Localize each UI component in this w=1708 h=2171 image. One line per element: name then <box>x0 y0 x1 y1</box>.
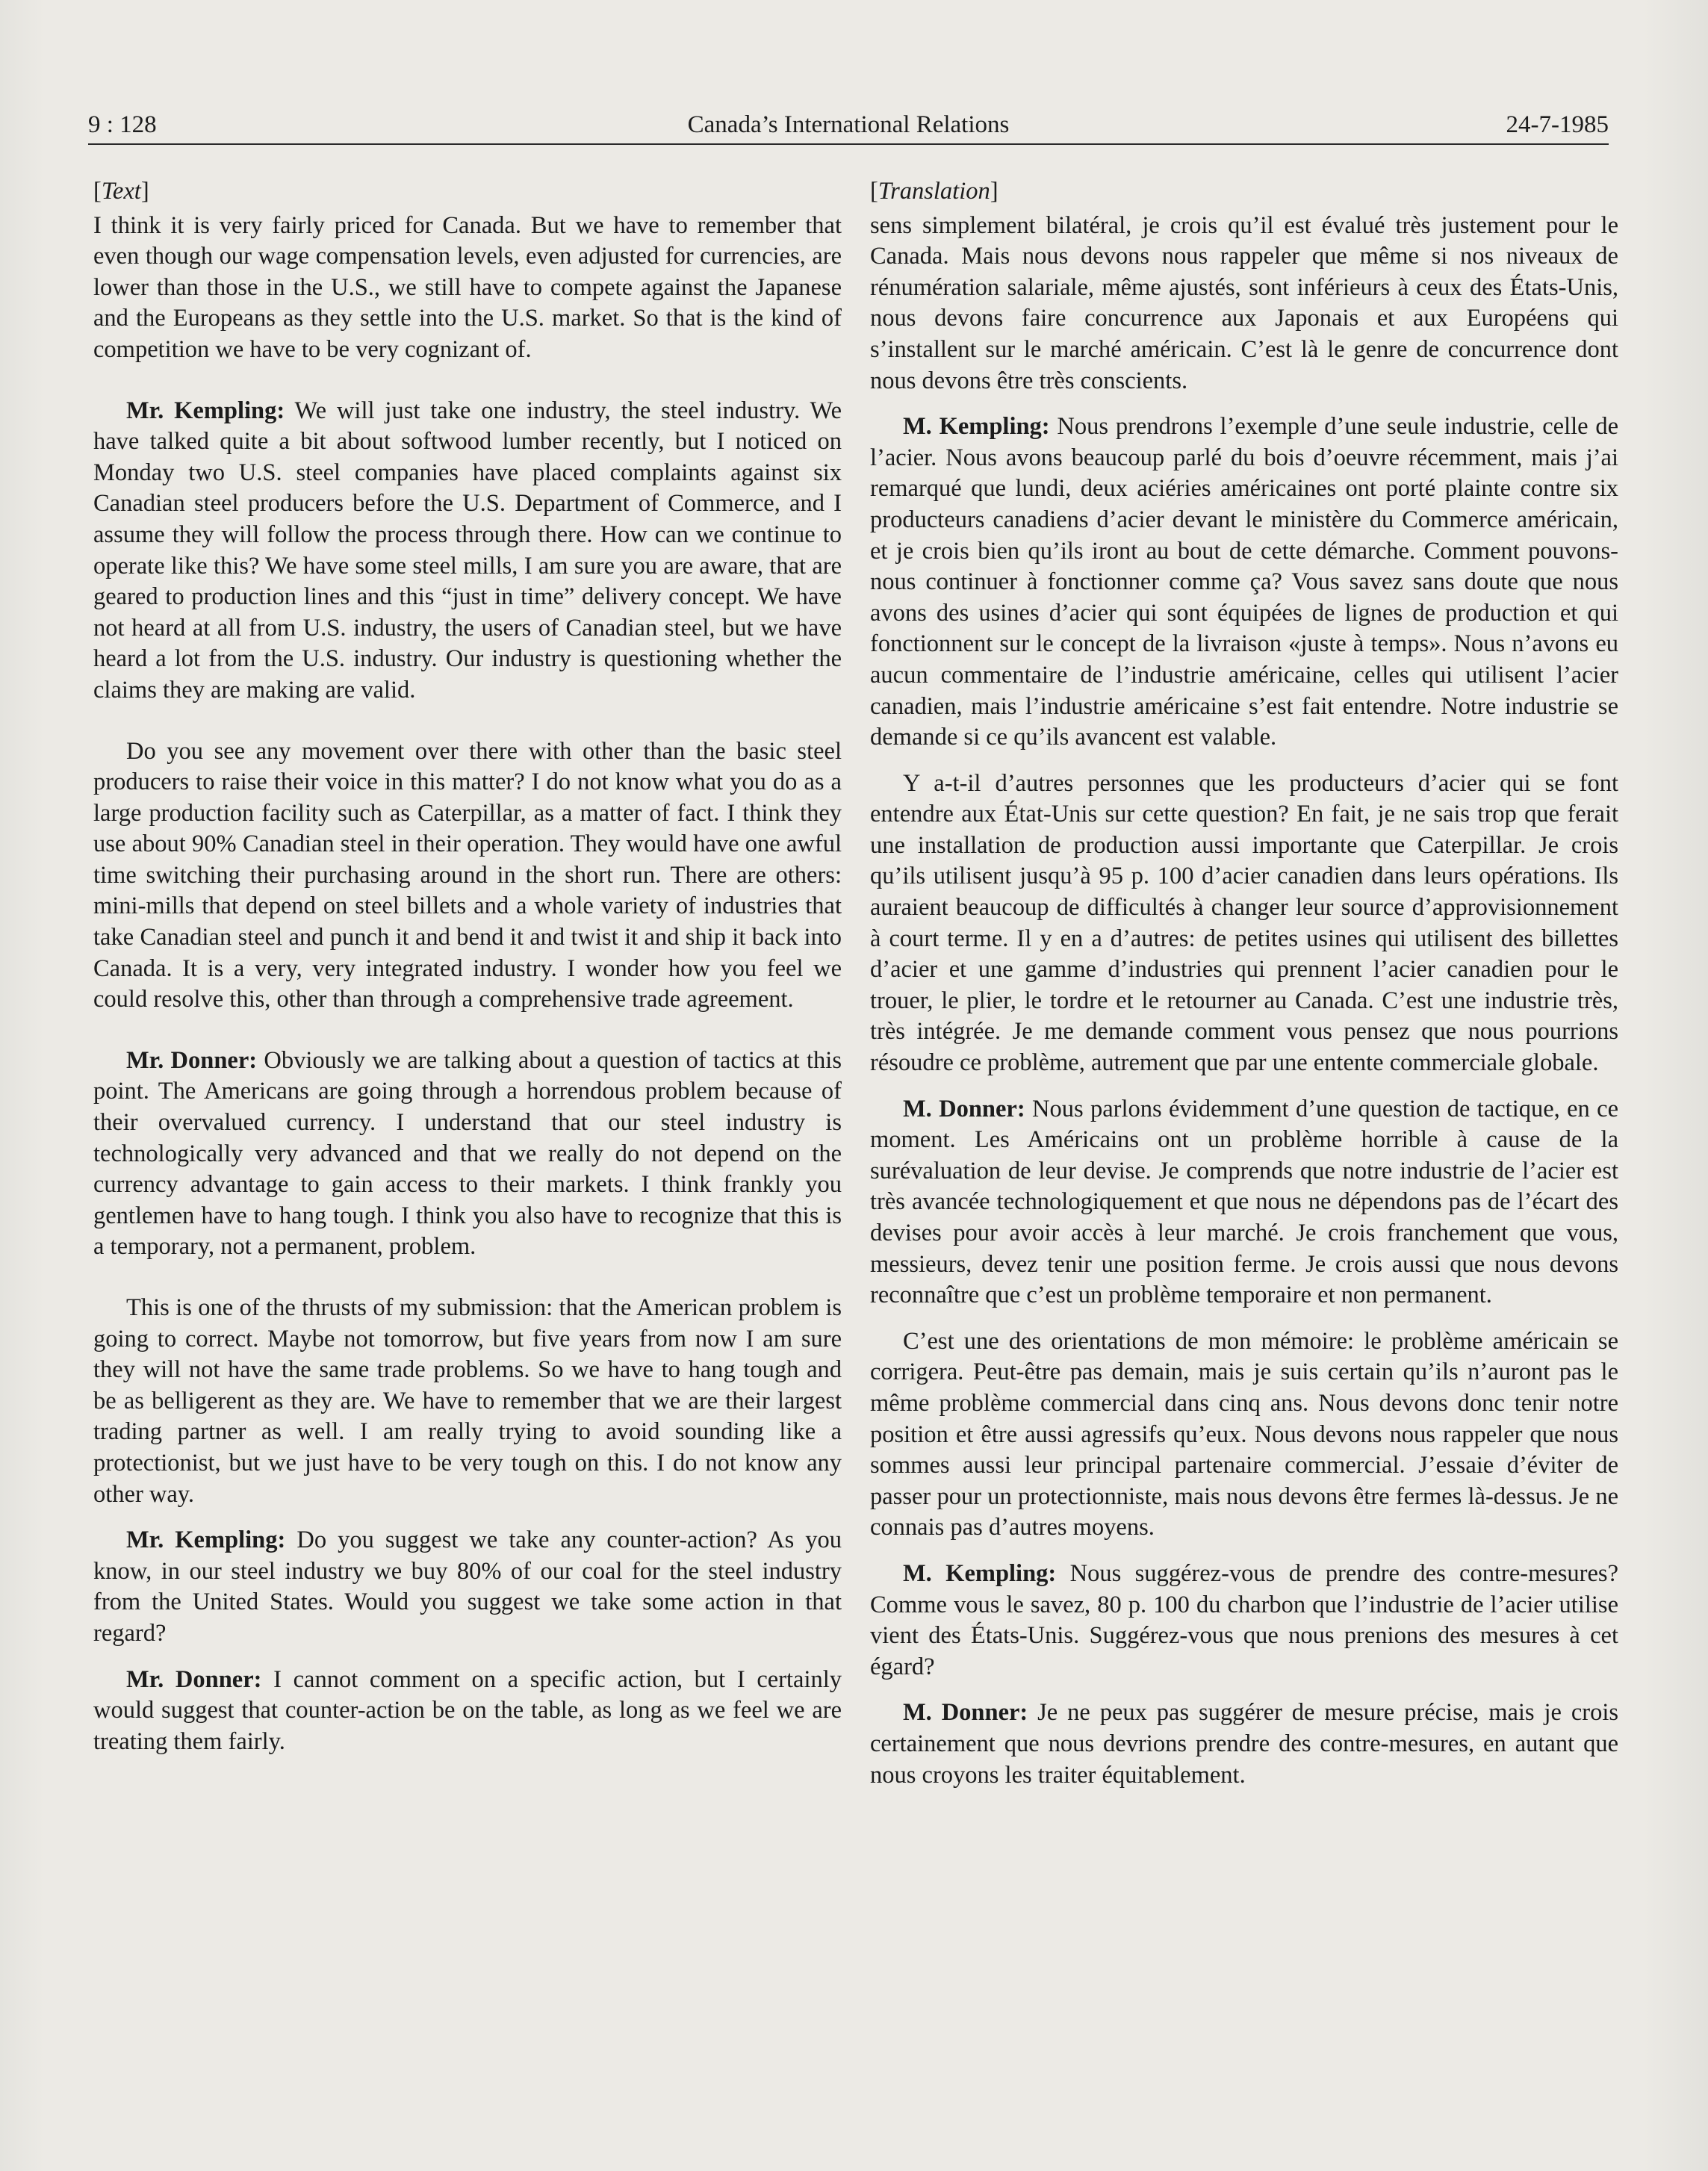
paragraph-text: This is one of the thrusts of my submission: that the American problem is going to correct. Maybe not tomorrow, but five years from now I am sure they will not have the same trade problems. So we have to hang tough and be as belligerent as they are. We have to remember that we are their largest trading partner as well. I am really trying to avoid sounding like a protectionist, but we just have to be very tough on this. I do not know any other way. <box>93 1294 842 1508</box>
paragraph <box>870 1094 1618 1311</box>
paragraph-text: I think it is very fairly priced for Canada. But we have to remember that even though our wage compensation levels, even adjusted for currencies, are lower than those in the U.S., we still have to compete against the Japanese and the Europeans as they settle into the U.S. market. So that is the kind of competition we have to be very cognizant of. <box>93 211 842 363</box>
paragraph-text: I cannot comment on a specific action, but I certainly would suggest that counter-action be on the table, as long as we feel we are treating them fairly. <box>93 1665 842 1755</box>
speaker-name: M. Donner: <box>903 1095 1025 1122</box>
paragraph-text: Nous suggérez-vous de prendre des contre-mesures? Comme vous le savez, 80 p. 100 du charbon que l’industrie de l’acier utilise vient des États-Unis. Suggérez-vous que nous prenions des mesures à cet égard? <box>870 1559 1618 1680</box>
running-header <box>88 106 1609 145</box>
speaker-name: M. Donner: <box>903 1699 1028 1727</box>
sitting-date: 24-7-1985 <box>1506 111 1609 138</box>
speaker-name: Mr. Donner: <box>126 1046 258 1074</box>
speaker-name: Mr. Kempling: <box>126 397 285 424</box>
paragraph-text: Do you suggest we take any counter-action? As you know, in our steel industry we buy 80% of our coal for the steel industry from the United States. Would you suggest we take some action in that regard? <box>93 1526 842 1647</box>
paragraph-text: Obviously we are talking about a question of tactics at this point. The Americans are going through a horrendous problem because of their overvalued currency. I understand that our steel industry is technologically very advanced and that we really do not depend on the currency advantage to gain access to their markets. I think frankly you gentlemen have to hang tough. I think you also have to recognize that this is a temporary, not a permanent, problem. <box>93 1046 842 1261</box>
page-number: 9 : 128 <box>88 111 157 138</box>
column-label: [Text] <box>93 178 149 205</box>
paragraph <box>870 1698 1618 1791</box>
paragraph <box>93 1665 842 1758</box>
paragraph-text: C’est une des orientations de mon mémoire: le problème américain se corrigera. Peut-être pas demain, mais je suis certain qu’ils n’auront pas le même problème commercial dans cinq ans. Nous devons donc tenir notre position et être aussi agressifs qu’eux. Nous devons nous rappeler que nous sommes aussi leur principal partenaire commercial. J’essaie d’éviter de passer pour un protectionniste, mais nous devons être fermes là-dessus. Je ne connais pas d’autres moyens. <box>870 1327 1618 1541</box>
paragraph <box>870 211 1618 397</box>
speaker-name: M. Kempling: <box>903 413 1050 441</box>
column-label: [Translation] <box>870 178 999 205</box>
paragraph-text: Nous prendrons l’exemple d’une seule industrie, celle de l’acier. Nous avons beaucoup parlé du bois d’oeuvre récemment, mais j’ai remarqué que lundi, deux aciéries américaines ont porté plainte contre six producteurs canadiens d’acier devant le ministère du Commerce américain, et je crois bien qu’ils iront au bout de cette démarche. Comment pouvons-nous continuer à fonctionner comme ça? Vous savez sans doute que nous avons des usines d’acier qui sont équipées de lignes de production et qui fonctionnent sur le concept de la livraison «juste à temps». Nous n’avons eu aucun commentaire de l’industrie américaine, celles qui utilisent l’acier canadien, mais l’industrie américaine s’est fait entendre. Notre industrie se demande si ce qu’ils avancent est valable. <box>870 413 1619 751</box>
paragraph-text: Do you see any movement over there with other than the basic steel producers to raise their voice in this matter? I do not know what you do as a large production facility such as Caterpillar, as a matter of fact. I think they use about 90% Canadian steel in their operation. They would have one awful time switching their purchasing around in the short run. There are others: mini-mills that depend on steel billets and a whole variety of industries that take Canadian steel and punch it and bend it and twist it and ship it back into Canada. It is a very, very integrated industry. I wonder how you feel we could resolve this, other than through a comprehensive trade agreement. <box>93 737 842 1013</box>
speaker-name: M. Kempling: <box>903 1559 1057 1587</box>
paragraph <box>870 768 1618 1079</box>
paragraph <box>93 736 842 1016</box>
english-column <box>93 176 842 1757</box>
paragraph <box>93 1293 842 1510</box>
publication-title: Canada’s International Relations <box>687 111 1010 138</box>
paragraph-text: Je ne peux pas suggérer de mesure précise, mais je crois certainement que nous devrions prendre des contre-mesures, en autant que nous croyons les traiter équitablement. <box>870 1699 1619 1789</box>
paragraph <box>93 1046 842 1263</box>
speaker-name: Mr. Donner: <box>126 1665 262 1693</box>
paragraph <box>93 1525 842 1649</box>
paragraph <box>93 211 842 366</box>
paragraph-text: Y a-t-il d’autres personnes que les producteurs d’acier qui se font entendre aux État-Unis sur cette question? En fait, je ne sais trop que ferait une installation de production aussi importante que Caterpillar. Je crois qu’ils utilisent jusqu’à 95 p. 100 d’acier canadien dans leurs opérations. Ils auraient beaucoup de difficultés à changer leur source d’approvisionnement à court terme. Il y en a d’autres: de petites usines qui utilisent des billettes d’acier et une gamme d’industries qui prennent l’acier canadien pour le trouer, le plier, le tordre et le retourner au Canada. C’est une industrie très, très intégrée. Je me demande comment vous pensez que nous pourrions résoudre ce problème, autrement que par une entente commerciale globale. <box>870 769 1618 1077</box>
speaker-name: Mr. Kempling: <box>126 1526 286 1554</box>
paragraph-text: sens simplement bilatéral, je crois qu’il est évalué très justement pour le Canada. Mais nous devons nous rappeler que même si nos niveaux de rénumération salariale, même ajustés, sont inférieurs à ceux des États-Unis, nous devons faire concurrence aux Japonais et aux Européens qui s’installent sur le marché américain. C’est là le genre de concurrence dont nous devons être très conscients. <box>870 211 1618 394</box>
paragraph <box>870 1326 1618 1544</box>
paragraph <box>870 411 1618 754</box>
paragraph-text: Nous parlons évidemment d’une question de tactique, en ce moment. Les Américains ont un problème horrible à cause de la surévaluation de leur devise. Je comprends que notre industrie de l’acier est très avancée technologiquement et que nous ne dépendons pas de l’écart des devises pour avoir accès à leur marché. Je crois franchement que vous, messieurs, devez tenir une position ferme. Je crois aussi que nous devons reconnaître que c’est un problème temporaire et non permanent. <box>870 1095 1618 1309</box>
paragraph <box>93 396 842 706</box>
paragraph <box>870 1559 1618 1683</box>
paragraph-text: We will just take one industry, the steel industry. We have talked quite a bit about softwood lumber recently, but I noticed on Monday two U.S. steel companies have placed complaints against six Canadian steel producers before the U.S. Department of Commerce, and I assume they will follow the process through there. How can we continue to operate like this? We have some steel mills, I am sure you are aware, that are geared to production lines and this “just in time” delivery concept. We have not heard at all from U.S. industry, the users of Canadian steel, but we have heard a lot from the U.S. industry. Our industry is questioning whether the claims they are making are valid. <box>93 397 842 704</box>
french-column <box>870 176 1618 1791</box>
